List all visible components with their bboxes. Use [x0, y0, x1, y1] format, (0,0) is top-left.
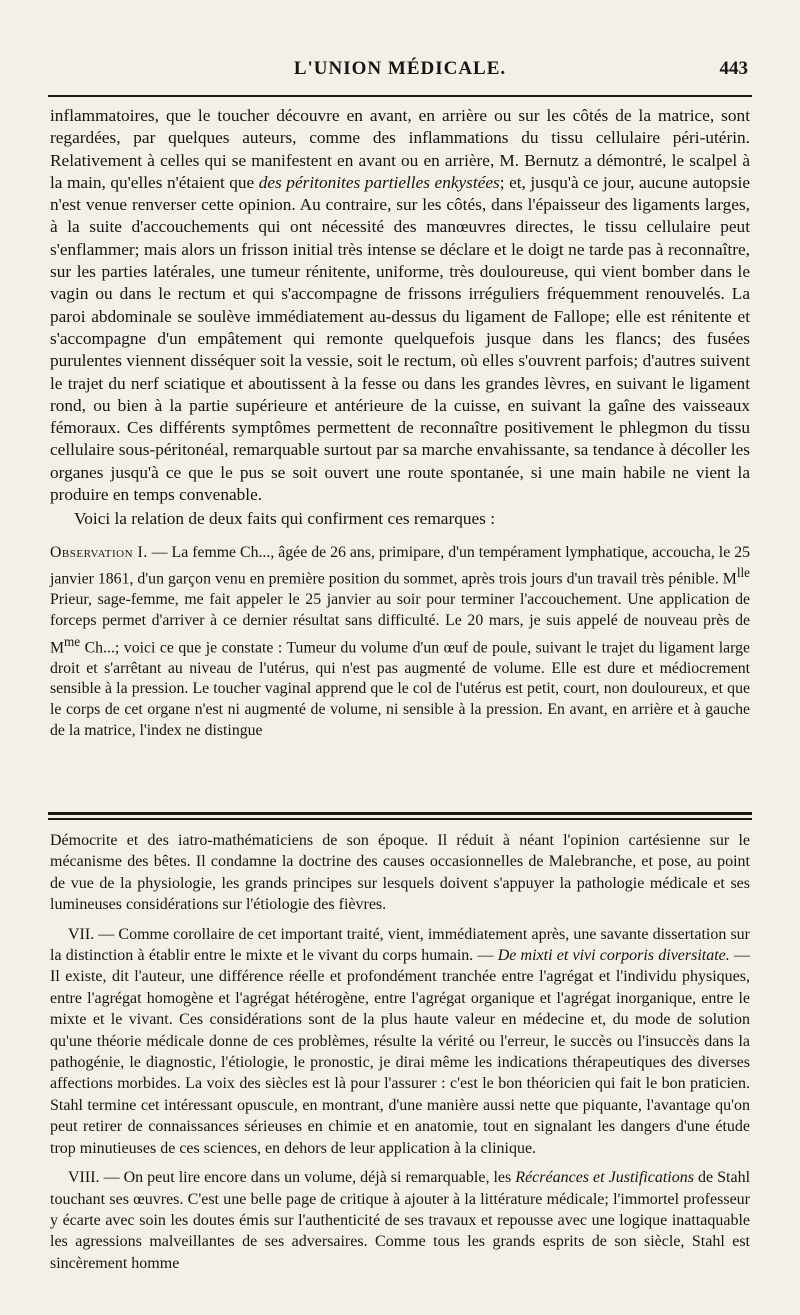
text-run: ; et, jusqu'à ce jour, aucune autopsie n'est venue renverser cette opinion. Au contraire, sur les côtés, dans l'épaisseur des ligaments larges, à la suite d'accouchements qui ont nécessité des manœuvres directes, le tissu cellulaire peut s'enflammer; mais alors un frisson initial très intense se déclare et le doigt ne tarde pas à reconnaître, sur les parties latérales, une tumeur rénitente, uniforme, très douloureuse, qui vient bomber dans le vagin ou dans le rectum et qui s'accompagne de frissons irréguliers fréquemment renouvelés. La paroi abdominale se soulève immédiatement au-dessus du ligament de Fallope; elle est rénitente et s'accompagne d'un empâtement qui remonte quelquefois jusque dans les flancs; des fusées purulentes viennent disséquer soit la vessie, soit le rectum, où elles s'ouvrent parfois; d'autres suivent le trajet du nerf sciatique et aboutissent à la fesse ou dans les grandes lèvres, en suivant le ligament rond, ou bien à la partie supérieure et antérieure de la cuisse, en suivant la gaîne des vaisseaux fémoraux. Ces différents symptômes permettent de reconnaître positivement le phlegmon du tissu cellulaire sous-péritonéal, remarquable surtout par sa marche envahissante, sa tendance à décoller les organes jusqu'à ce que le pus se soit ouvert une route spontanée, si une main habile ne vient la produire en temps convenable. — [50, 172, 750, 505]
superscript: lle — [736, 565, 750, 581]
separator-thick-line — [48, 812, 752, 815]
page-number: 443 — [719, 58, 748, 79]
text-run: de Stahl touchant ses œuvres. C'est une belle page de critique à ajouter à la littérature médicale; l'immortel professeur y écarte avec soin les doutes émis sur l'authenticité de ses travaux et repousse avec une logique inattaquable les agressions malveillantes de ses adversaires. Comme tous les grands esprits de son siècle, Stahl est sincèrement homme — [50, 1169, 751, 1272]
text-run: — Il existe, dit l'auteur, une différence réelle et profondément tranchée entre l'agrégat et l'individu physiques, entre l'agrégat homogène et l'agrégat hétérogène, entre l'agrégat organique et l'agrégat inorganique, entre le mixte et le vivant. Ces considérations sont de la plus haute valeur en médecine et, du mode de solution qu'une théorie médicale donne de ces problèmes, résulte la vérité ou l'erreur, le succès ou l'insuccès dans la pathogénie, le diagnostic, l'étiologie, le pronostic, je dirai même les indications thérapeutiques des diverses affections morbides. La voix des siècles est là pour l'assurer : c'est le bon théoricien qui fait le bon praticien. Stahl termine cet intéressant opuscule, en montrant, d'une manière aussi nette que piquante, l'avantage qu'on peut retirer de connaissances sérieuses en chimie et en anatomie, tout en signalant les dangers d'une étude trop minutieuses de ces sciences, en dehors de leur application à la clinique. — [50, 947, 751, 1157]
article-paragraph: Voici la relation de deux faits qui confirment ces remarques : — [74, 509, 496, 529]
article-paragraph — [50, 105, 750, 506]
text-run: Ch...; voici ce que je constate : Tumeur du volume d'un œuf de poule, suivant le trajet du ligament large droit et s'arrêtant au niveau de l'utérus, qui n'est pas augmenté de volume. Elle est dure et médiocrement sensible à la pression. Le toucher vaginal apprend que le col de l'utérus est petit, court, non douloureux, et que le corps de cet organe n'est ni augmenté de volume, ni sensible à la pression. En avant, en arrière et à gauche de la matrice, l'index ne distingue — [50, 638, 750, 739]
observation-label: Observation I. — [50, 543, 148, 561]
main-article — [50, 105, 750, 742]
text-run: VIII. — On peut lire encore dans un volume, déjà si remarquable, les — [68, 1169, 516, 1187]
feuilleton-section — [50, 830, 750, 1274]
emphasis: De mixti et vivi corporis diversitate. — [497, 947, 730, 965]
emphasis: des péritonites partielles enkystées — [258, 172, 500, 192]
text-run: — La femme Ch..., âgée de 26 ans, primipare, d'un tempérament lymphatique, accoucha, le 25 janvier 1861, d'un garçon venu en première position du sommet, après trois jours d'un travail très pénible. M — [50, 543, 750, 588]
text-run: Prieur, sage-femme, me fait appeler le 25 janvier au soir pour terminer l'accouchement. Une application de forceps permet d'arriver à ce dernier résultat sans difficulté. Le 20 mars, je suis appelé de nouveau près de M — [50, 591, 750, 656]
journal-title: L'UNION MÉDICALE. — [293, 58, 507, 79]
feuilleton-separator — [48, 812, 752, 821]
superscript: me — [64, 633, 81, 649]
feuilleton-paragraph — [50, 1167, 750, 1274]
observation-paragraph — [50, 543, 750, 742]
separator-thin-line — [48, 818, 752, 820]
header-rule — [48, 95, 752, 97]
feuilleton-paragraph — [50, 924, 750, 1159]
text-run: VII. — Comme corollaire de cet important traité, vient, immédiatement après, une savante dissertation sur la distinction à établir entre le mixte et le vivant du corps humain. — — [50, 925, 750, 965]
text-run: inflammatoires, que le toucher découvre en avant, en arrière ou sur les côtés de la matrice, sont regardées, par quelques auteurs, comme des inflammations du tissu cellulaire péri-utérin. Relativement à celles qui se manifestent en avant ou en arrière, M. Bernutz a démontré, le scalpel à la main, qu'elles n'étaient que — [50, 106, 750, 192]
running-header — [50, 58, 750, 88]
feuilleton-paragraph: Démocrite et des iatro-mathématiciens de son époque. Il réduit à néant l'opinion cartésienne sur le mécanisme des bêtes. Il condamne la doctrine des causes occasionnelles de Malebranche, et pose, au point de vue de la physiologie, les grands principes sur lesquels doivent s'appuyer la pathologie médicale et ses lumineuses considérations sur l'étiologie des fièvres. — [50, 832, 750, 914]
emphasis: Récréances et Justifications — [515, 1169, 694, 1187]
